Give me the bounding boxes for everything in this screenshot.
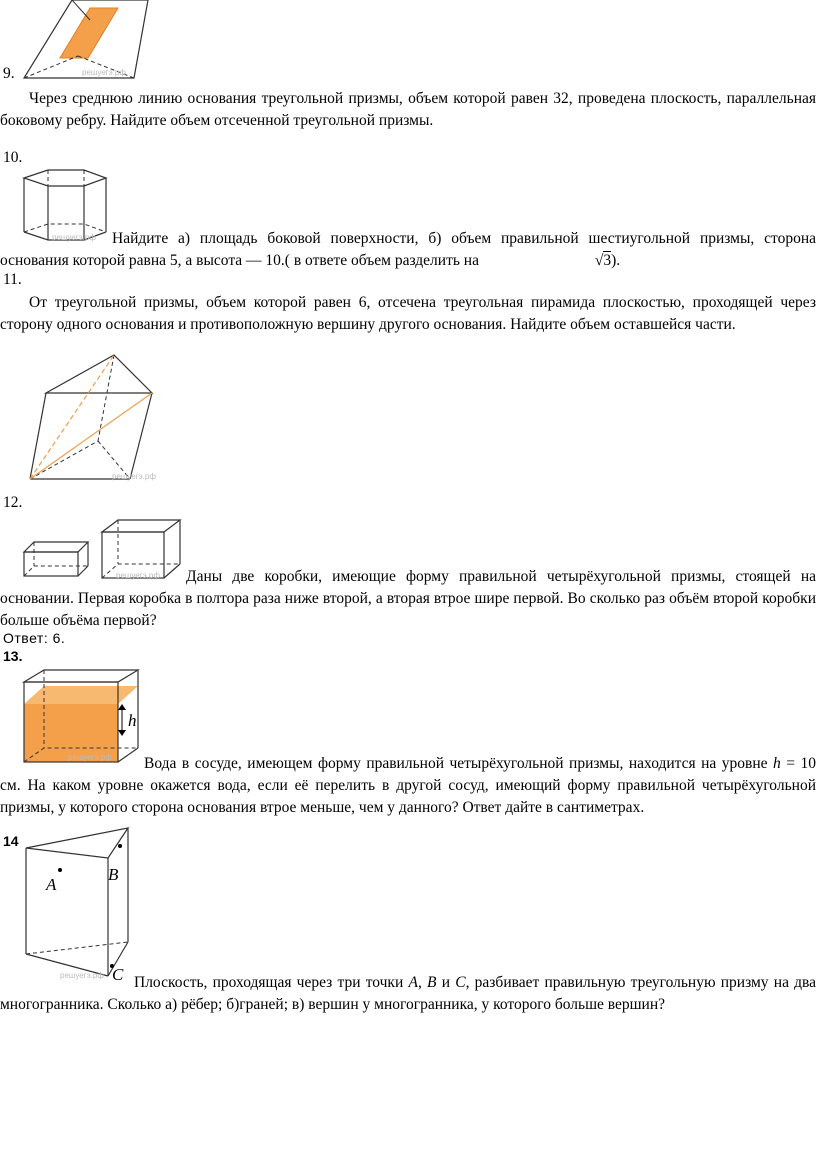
svg-text:решуегэ.рф: решуегэ.рф <box>112 472 156 481</box>
problem-14-text: Плоскость, проходящая через три точки A, B и C, разбивает правильную треугольную призму на два многогранника. Сколько а) рёбер; б)граней; в) вершин у многогранника, у которого больше вершин? <box>0 974 816 1013</box>
sqrt-symbol: √3 <box>594 252 612 269</box>
problem-11-figure <box>26 355 166 485</box>
problem-14-prism-figure <box>24 826 144 982</box>
problem-14-number: 14 <box>3 833 19 849</box>
problem-13-number: 13. <box>3 648 23 664</box>
point-b-label: B <box>108 865 119 884</box>
height-label: h <box>128 711 137 730</box>
problem-12-text: Даны две коробки, имеющие форму правильной четырёхугольной призмы, стоящей на основании. Первая коробка в полтора раза ниже второй, а вторая втрое шире первой. Во сколько раз объём второй коробки больше объёма первой? <box>0 568 816 629</box>
problem-9-number: 9. <box>3 65 15 82</box>
problem-12-answer: Ответ: 6. <box>3 630 66 646</box>
problem-11-number: 11. <box>3 271 22 288</box>
problem-10-text: Найдите а) площадь боковой поверхности, б) объем правильной шестиугольной призмы, сторона основания которой равна 5, а высота — 10.( в ответе объем разделить на √3). <box>0 228 816 272</box>
svg-text:решуегэ.рф: решуегэ.рф <box>52 233 96 242</box>
problem-13-text: Вода в сосуде, имеющем форму правильной четырёхугольной призмы, находится на уровне h = 10 см. На каком уровне окажется вода, если её перелить в другой сосуд, имеющий форму правильной четырёхугольной призмы, у которого сторона основания втрое меньше, чем у данного? Ответ дайте в сантиметрах. <box>0 755 816 816</box>
point-c-label: C <box>112 965 124 984</box>
problem-10-number: 10. <box>3 149 23 166</box>
problem-9-text: Через среднюю линию основания треугольной призмы, объем которой равен 32, проведена плоскость, параллельная боковому ребру. Найдите объем отсеченной треугольной призмы. <box>0 90 816 129</box>
svg-text:решуегэ.рф: решуегэ.рф <box>116 571 160 580</box>
watermark: решуегэ.рф <box>82 68 126 77</box>
point-a-label: A <box>46 875 57 894</box>
problem-11-text: От треугольной призмы, объем которой равен 6, отсечена треугольная пирамида плоскостью, проходящей через сторону одного основания и противоположную вершину другого основания. Найдите объем оставшейся части. <box>0 294 816 333</box>
svg-text:решуегэ.рф: решуегэ.рф <box>60 971 104 980</box>
problem-12-number: 12. <box>3 494 23 511</box>
problem-9-figure <box>22 0 162 82</box>
svg-text:решуегэ.рф: решуегэ.рф <box>68 753 112 762</box>
